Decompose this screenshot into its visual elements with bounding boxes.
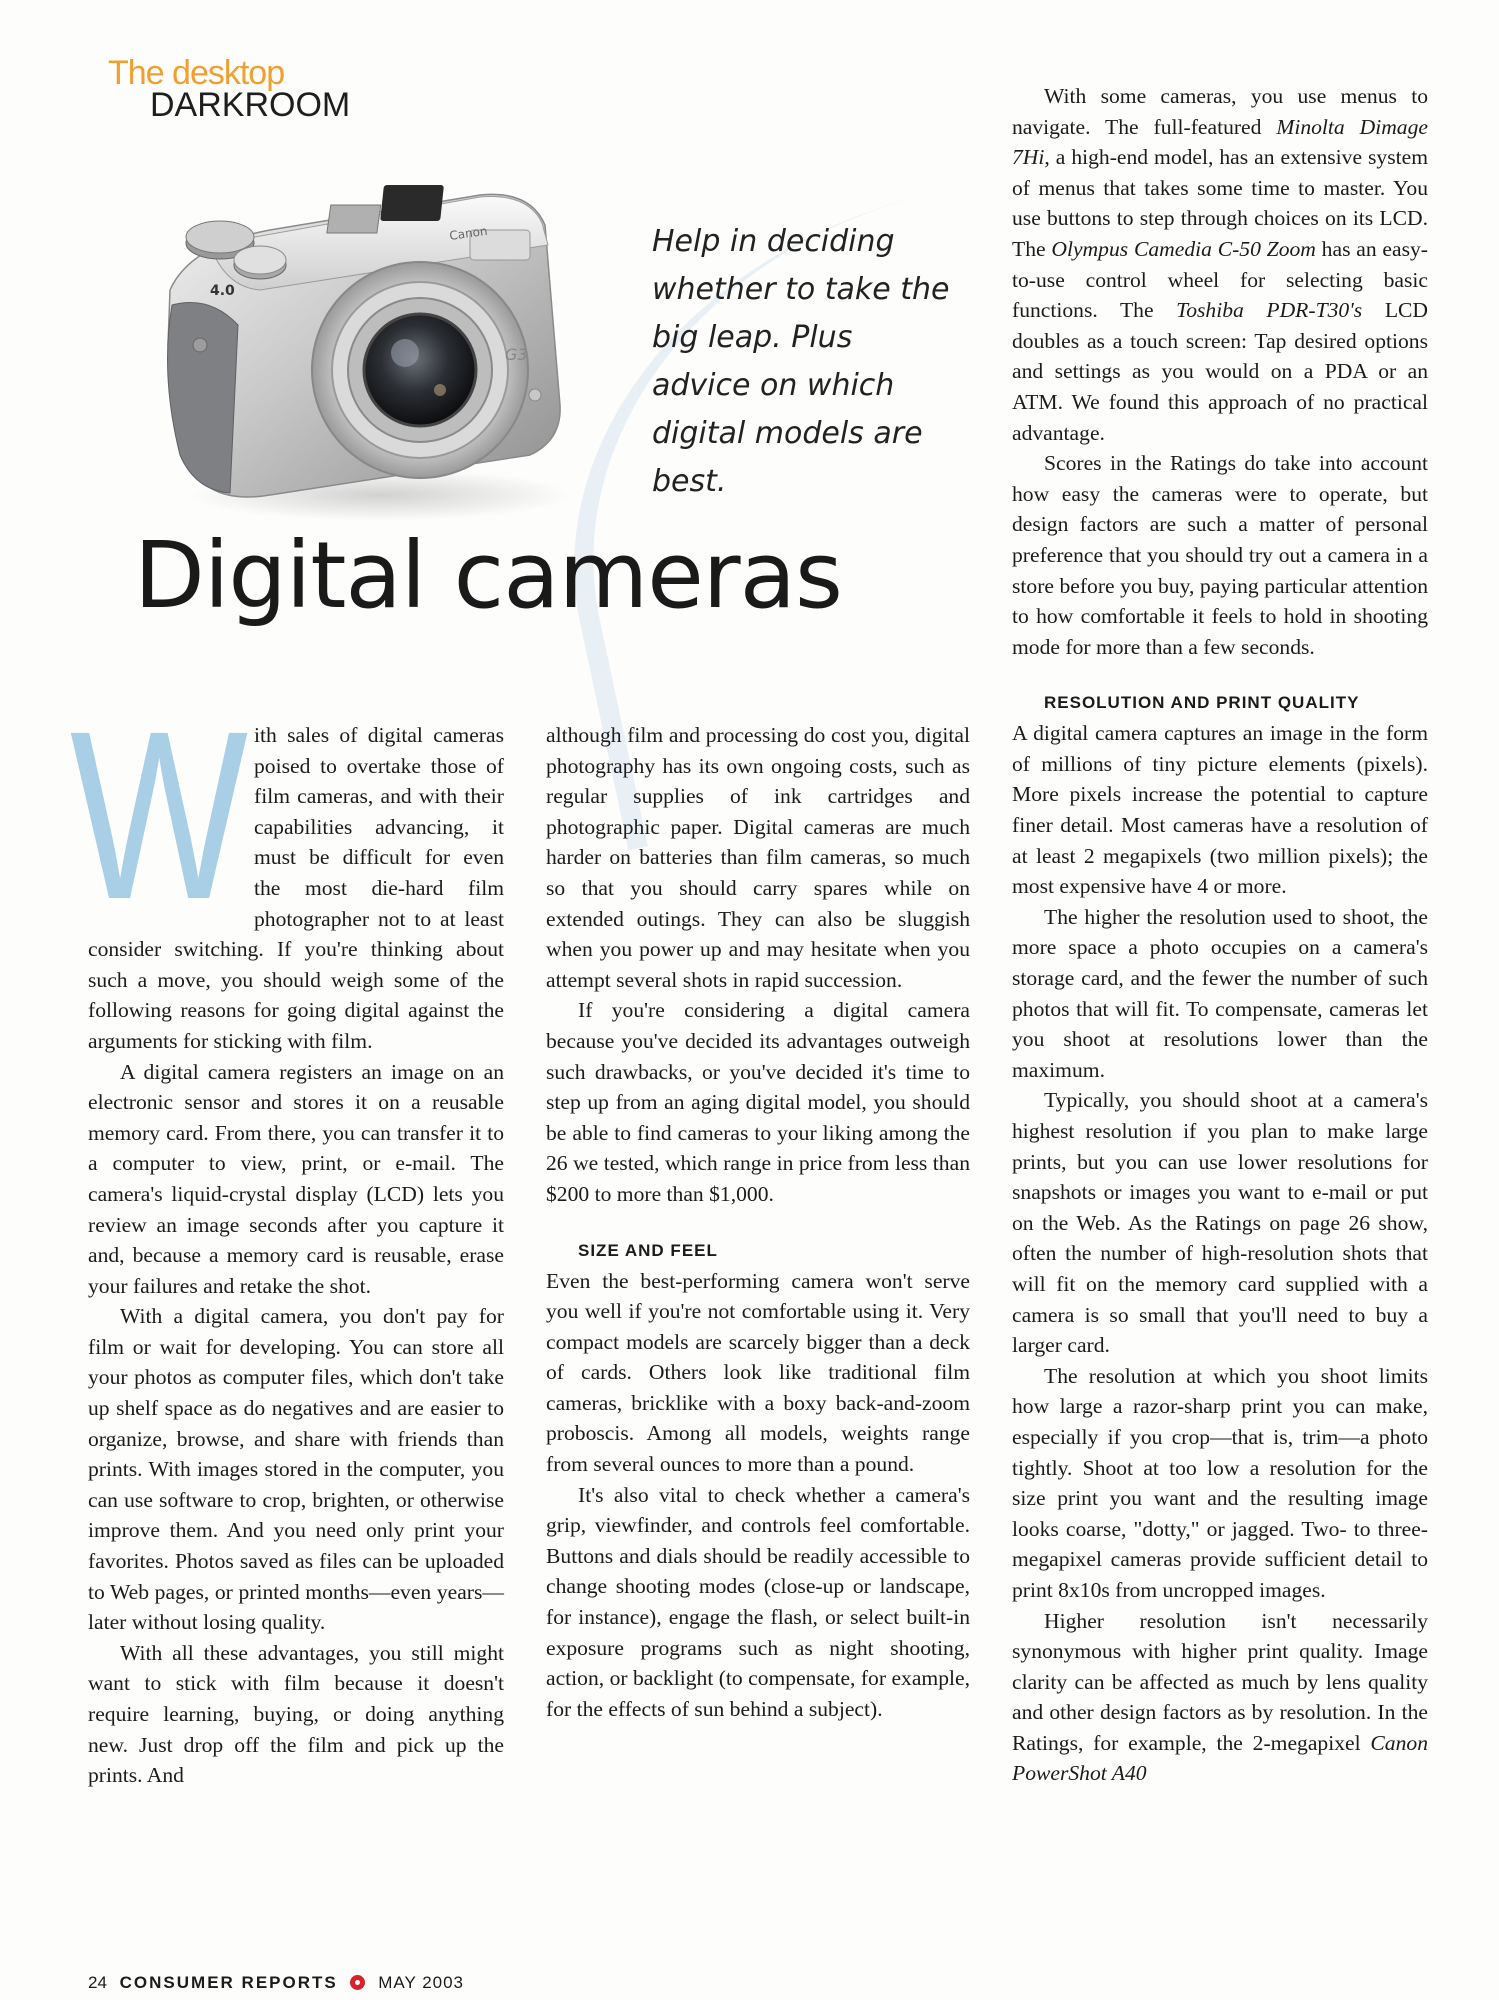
camera-megapixel-mark: 4.0 bbox=[210, 283, 235, 299]
paragraph: The higher the resolution used to shoot, the more space a photo occupies on a camera's storage card, and the fewer the number of such photos that will fit. To compensate, cameras let you shoot at resolutions lower than the maximum. bbox=[1012, 904, 1428, 1082]
paragraph: With a digital camera, you don't pay for film or wait for developing. You can store all your photos as computer files, which don't take up shelf space as do negatives and are easier to organize, browse, and share with friends than prints. With images stored in the computer, you can use software to crop, brighten, or otherwise improve them. And you need only print your favorites. Photos saved as files can be uploaded to Web pages, or printed months—even years—later without losing quality. bbox=[88, 1304, 504, 1635]
section-label-top: The desktop bbox=[108, 54, 285, 92]
camera-model-name: Canon PowerShot A40 bbox=[1012, 1730, 1428, 1786]
subhead-size-and-feel: SIZE AND FEEL bbox=[578, 1240, 718, 1260]
page-footer bbox=[88, 1973, 464, 1993]
camera-brand-mark: Canon bbox=[448, 223, 489, 243]
deck-text: Help in deciding whether to take the big leap. Plus advice on which digital models are best. bbox=[652, 224, 950, 499]
dropcap-letter bbox=[70, 681, 248, 949]
paragraph: Scores in the Ratings do take into account how easy the cameras were to operate, but design factors are such a matter of personal preference that you should try out a camera in a store before you buy, paying particular attention to how comfortable it feels to hold in shooting mode for more than a few seconds. bbox=[1012, 451, 1428, 659]
paragraph: It's also vital to check whether a camera's grip, viewfinder, and controls feel comfortable. Buttons and dials should be readily accessible to change shooting modes (close-up or landscape, for instance), engage the flash, or select built-in exposure programs such as night shooting, action, or backlight (to compensate, for example, for the effects of sun behind a subject). bbox=[546, 1482, 970, 1721]
paragraph: The resolution at which you shoot limits how large a razor-sharp print you can make, especially if you crop—that is, trim—a photo tightly. Shoot at too low a resolution for the size print you want and the resulting image looks coarse, "dotty," or jagged. Two- to three-megapixel cameras provide sufficient detail to print 8x10s from uncropped images. bbox=[1012, 1363, 1428, 1602]
paragraph: A digital camera registers an image on an electronic sensor and stores it on a reusable memory card. From there, you can transfer it to a computer to view, print, or e-mail. The camera's liquid-crystal display (LCD) lets you review an image seconds after you capture it and, because a memory card is reusable, erase your failures and retake the shot. bbox=[88, 1059, 504, 1298]
paragraph: Even the best-performing camera won't serve you well if you're not comfortable using it. Very compact models are scarcely bigger than a deck of cards. Others look like traditional film cameras, bricklike with a boxy back-and-zoom proboscis. Among all models, weights range from several ounces to more than a pound. bbox=[546, 1268, 970, 1477]
camera-model-name: Minolta Dimage 7Hi bbox=[1012, 114, 1428, 170]
section-label-bottom: DARKROOM bbox=[150, 86, 351, 124]
paragraph: With some cameras, you use menus to navigate. The full-featured Minolta Dimage 7Hi, a high-end model, has an extensive system of menus that takes some time to master. You use buttons to step through choices on its LCD. The Olympus Camedia C-50 Zoom has an easy-to-use control wheel for selecting basic functions. The Toshiba PDR-T30's LCD doubles as a touch screen: Tap desired options and settings as you would on a PDA or an ATM. We found this approach of no practical advantage. bbox=[1012, 84, 1428, 445]
issue-date: MAY 2003 bbox=[378, 1973, 465, 1992]
camera-model-name: Olympus Camedia C-50 Zoom bbox=[1051, 236, 1316, 261]
paragraph: A digital camera captures an image in the form of millions of tiny picture elements (pixels). More pixels increase the potential to capture finer detail. Most cameras have a resolution of at least 2 megapixels (two million pixels); the most expensive have 4 or more. bbox=[1012, 721, 1428, 899]
camera-model-mark: G3 bbox=[505, 345, 528, 364]
publication-name: CONSUMER REPORTS bbox=[119, 1973, 338, 1992]
article-column-2 bbox=[546, 720, 970, 1724]
subhead-resolution: RESOLUTION AND PRINT QUALITY bbox=[1044, 693, 1360, 713]
paragraph: Higher resolution isn't necessarily synonymous with higher print quality. Image clarity can be affected as much by lens quality and other design factors as by resolution. In the Ratings, for example, the 2-megapixel Canon PowerShot A40 bbox=[1012, 1608, 1428, 1786]
page-number: 24 bbox=[88, 1973, 107, 1992]
article-column-3 bbox=[1012, 81, 1428, 1789]
headline: Digital cameras bbox=[134, 522, 842, 629]
paragraph: although film and processing do cost you, digital photography has its own ongoing costs, such as regular supplies of ink cartridges and photographic paper. Digital cameras are much harder on batteries than film cameras, so much so that you should carry spares while on extended outings. They can also be sluggish when you power up and may hesitate when you attempt several shots in rapid succession. bbox=[546, 723, 970, 992]
paragraph: Typically, you should shoot at a camera's highest resolution if you plan to make large prints, but you can use lower resolutions for snapshots or images you want to e-mail or put on the Web. As the Ratings on page 26 show, often the number of high-resolution shots that will fit on the memory card supplied with a camera is so small that you'll need to buy a larger card. bbox=[1012, 1088, 1428, 1358]
publication-logo-dot bbox=[350, 1975, 365, 1990]
paragraph: ith sales of digital cameras poised to overtake those of film cameras, and with their capabilities advancing, it must be difficult for even the most die-hard film photographer not to at least consider switching. If you're thinking about such a move, you should weigh some of the following reasons for going digital against the arguments for sticking with film. bbox=[88, 723, 504, 1053]
paragraph: With all these advantages, you still might want to stick with film because it doesn't require learning, buying, or doing anything new. Just drop off the film and pick up the prints. And bbox=[88, 1640, 504, 1788]
dropcap-glyph: W bbox=[70, 681, 248, 949]
camera-model-name: Toshiba PDR-T30's bbox=[1176, 298, 1363, 323]
camera-photo bbox=[150, 175, 570, 530]
paragraph: If you're considering a digital camera because you've decided its advantages outweigh such drawbacks, or you've decided it's time to step up from an aging digital model, you should be able to find cameras to your liking among the 26 we tested, which range in price from less than $200 to more than $1,000. bbox=[546, 998, 970, 1206]
article-column-1 bbox=[70, 681, 504, 1791]
